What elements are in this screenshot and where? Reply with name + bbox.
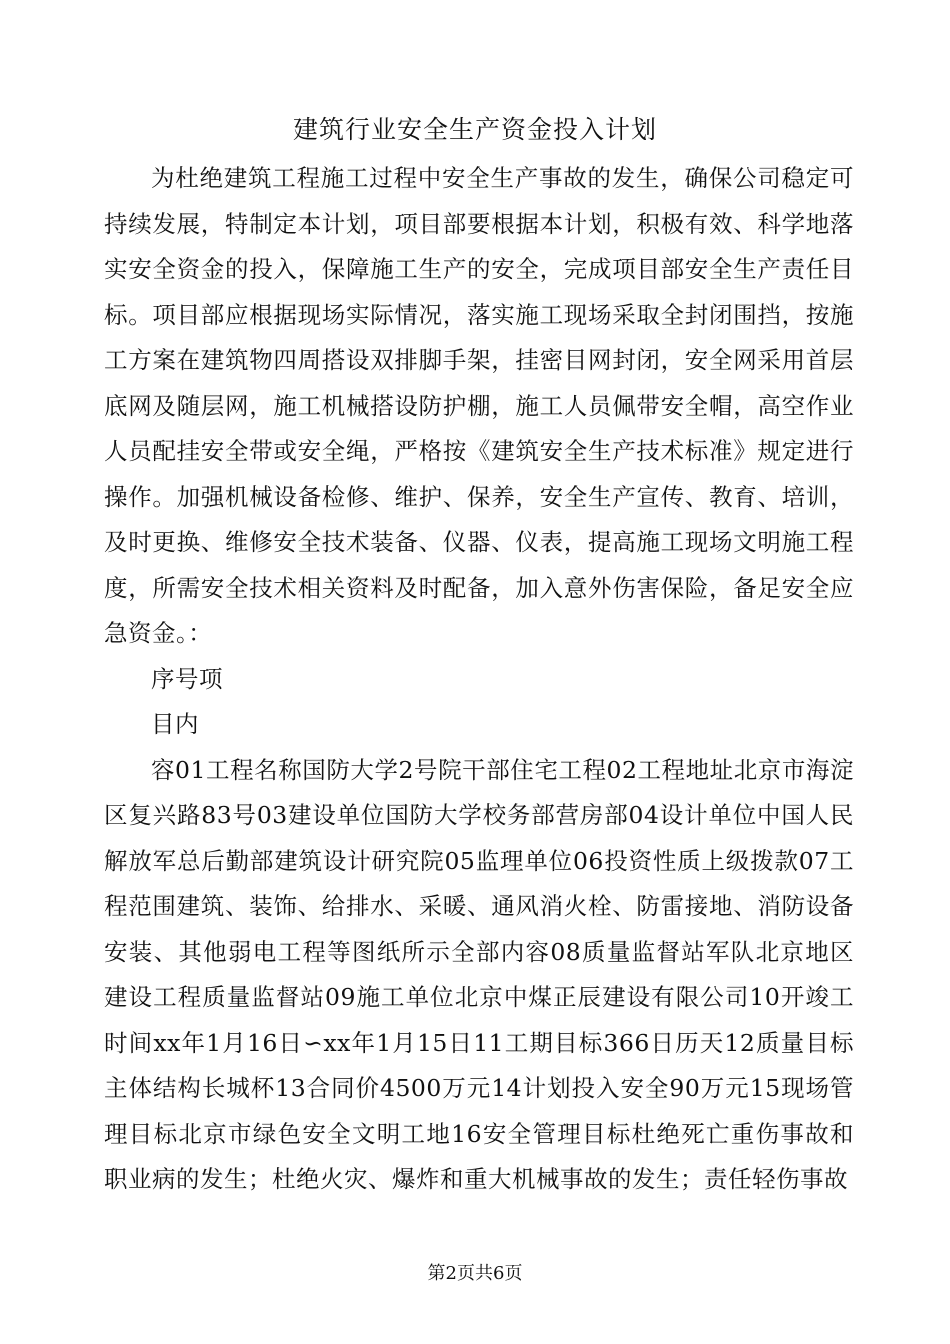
document-title: 建筑行业安全生产资金投入计划: [292, 115, 657, 144]
page-footer: 第2页共6页: [427, 1263, 523, 1284]
paragraph-project-details: 容01工程名称国防大学2号院干部住宅工程02工程地址北京市海淀区复兴路83号03建设单位国防大学校务部营房部04设计单位中国人民解放军总后勤部建筑设计研究院05监理单位06投资性质上级拨款07工程范围建筑、装饰、给排水、采暖、通风消火栓、防雷接地、消防设备安装、其他弱电工程等图纸所示全部内容08质量监督站军队北京地区建设工程质量监督站09施工单位北京中煤正辰建设有限公司10开竣工时间xx年1月16日∽xx年1月15日11工期目标366日历天12质量目标主体结构长城杯13合同价4500万元14计划投入安全90万元15现场管理目标北京市绿色安全文明工地16安全管理目标杜绝死亡重伤事故和职业病的发生；杜绝火灾、爆炸和重大机械事故的发生；责任轻伤事故: [104, 755, 854, 1193]
paragraph-serial-item: 序号项: [151, 664, 223, 693]
document-body: [104, 156, 854, 1203]
paragraph-intro: 为杜绝建筑工程施工过程中安全生产事故的发生，确保公司稳定可持续发展，特制定本计划，项目部要根据本计划，积极有效、科学地落实安全资金的投入，保障施工生产的安全，完成项目部安全生产责任目标。项目部应根据现场实际情况，落实施工现场采取全封闭围挡，按施工方案在建筑物四周搭设双排脚手架，挂密目网封闭，安全网采用首层底网及随层网，施工机械搭设防护棚，施工人员佩带安全帽，高空作业人员配挂安全带或安全绳，严格按《建筑安全生产技术标准》规定进行操作。加强机械设备检修、维护、保养，安全生产宣传、教育、培训，及时更换、维修安全技术装备、仪器、仪表，提高施工现场文明施工程度，所需安全技术相关资料及时配备，加入意外伤害保险，备足安全应急资金。：: [104, 164, 854, 647]
paragraph-item-content: 目内: [151, 710, 199, 738]
